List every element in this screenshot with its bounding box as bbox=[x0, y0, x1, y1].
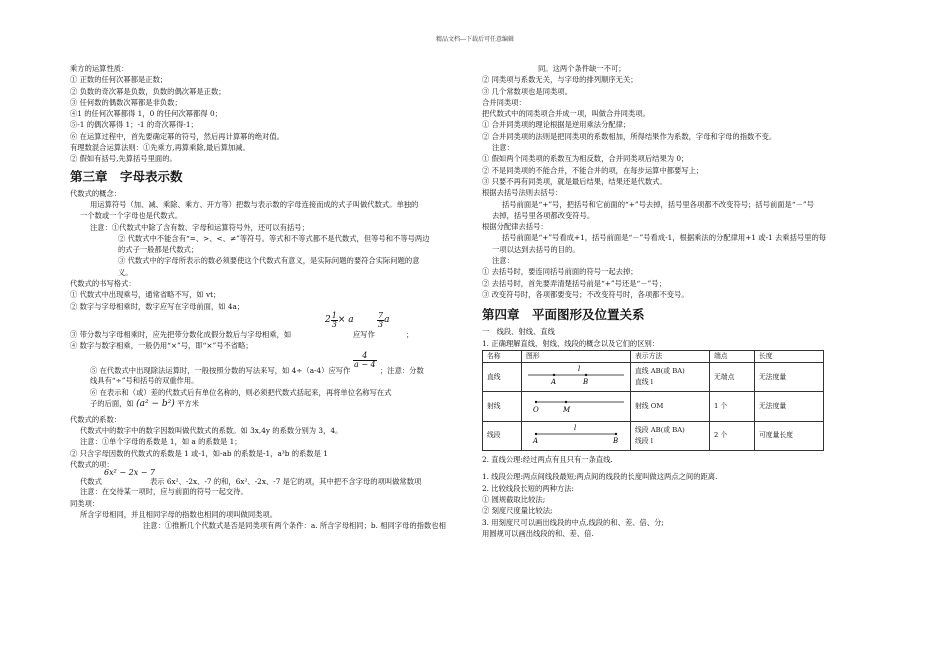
power-rule: ② 负数的奇次幂是负数，负数的偶次幂是正数； bbox=[70, 86, 226, 96]
chapter-4-heading: 第四章 平面图形及位置关系 bbox=[482, 307, 645, 323]
distributive-rule: 括号前面是“+”号看成+1，括号前面是“－”号看成-1，根据乘法的分配律用+1 或-1 去乘括号里的每 bbox=[502, 233, 827, 243]
term-title: 代数式的项： bbox=[70, 460, 114, 470]
mixed-number-example: 2 $\frac{1}{3}$ × a bbox=[325, 310, 354, 329]
row-method: 射线 OM bbox=[631, 392, 710, 421]
bracket-rule: 去掉，括号里各项都改变符号。 bbox=[492, 210, 595, 220]
writing-rule: ⑥ 在表示和（或）差的代数式后有单位名称的，则必须把代数式括起来，再将单位名称写在式 bbox=[90, 387, 392, 397]
merge-line: ② 合并同类项的法则是把同类项的系数相加，所得结果作为系数，字母和字母的指数不变。 bbox=[482, 131, 777, 141]
compass-note: 用圆规可以画出线段的和、差、倍. bbox=[482, 528, 594, 538]
table-row bbox=[483, 421, 824, 450]
writing-rule: ① 代数式中出现乘号，通常省略不写，如 vt； bbox=[70, 290, 221, 300]
distributive-title: 根据分配律去括号： bbox=[482, 222, 548, 232]
note-line: ① 假如两个同类项的系数互为相反数，合并同类项后结果为 0； bbox=[482, 154, 689, 164]
table-row bbox=[483, 392, 824, 421]
ray-diagram bbox=[526, 392, 626, 416]
point-label: B bbox=[613, 436, 619, 445]
writing-rule-mixed-number: 2 $\frac{1}{3}$ × a $\frac{7}{3}$ a ③ 带分数与字母相乘时，应先把带分数化成假分数后与字母相乘，如 应写作 ； bbox=[70, 310, 414, 339]
segment-figure bbox=[522, 421, 631, 450]
power-rule: ④1 的任何次幂都得 1，0 的任何次幂都得 0； bbox=[70, 109, 222, 119]
line-label: l bbox=[578, 365, 581, 374]
point-label: O bbox=[533, 406, 539, 415]
segment-label: l bbox=[574, 423, 577, 432]
ray-figure bbox=[522, 392, 631, 421]
page-header: 精品文档---下载后可任意编辑 bbox=[435, 36, 515, 43]
point-label: M bbox=[563, 406, 571, 415]
coefficient-title: 代数式的系数： bbox=[70, 414, 122, 424]
section-title: 一 线段、射线、直线 bbox=[482, 327, 555, 337]
coefficient-line: ② 只含字母因数的代数式的系数是 1 或-1，如-ab 的系数是-1，a³b 的系数是 1 bbox=[70, 448, 328, 458]
mixed-ops-rule: ② 假如有括号,先算括号里面的。 bbox=[70, 154, 177, 164]
row-length: 可度量长度 bbox=[755, 421, 824, 450]
table-header: 表示方法 bbox=[631, 350, 710, 362]
expr-note: 注意：①代数式中除了含有数、字母和运算符号外，还可以有括号； bbox=[90, 222, 309, 232]
row-name: 直线 bbox=[483, 363, 522, 392]
row-endpoints: 1 个 bbox=[710, 392, 755, 421]
writing-rule-division: $\frac{4}{a - 4}$ ⑤ 在代数式中出现除法运算时，一般按照分数的写法来写，如 4÷（a-4）应写作 ；注意：分数 bbox=[90, 351, 424, 376]
writing-rule: ④ 数字与数字相乘，一般仍用“×”号，即“×”号不省略； bbox=[70, 340, 253, 350]
row-method: 线段 AB(或 BA) 线段 l bbox=[631, 421, 710, 450]
point-label: A bbox=[533, 436, 539, 445]
like-terms-note-cont: 同。这两个条件缺一不可； bbox=[538, 64, 626, 73]
expr-note: ③ 代数式中的字母所表示的数必须要使这个代数式有意义，是实际问题的要符合实际问题的意 bbox=[118, 256, 420, 266]
unit-expression: (a² − b²) bbox=[136, 398, 175, 409]
power-rule: ⑥ 在运算过程中，首先要确定幂的符号，然后再计算幂的绝对值。 bbox=[70, 131, 284, 141]
term-line: 6x² − 2x − 7 代数式 表示 6x²、-2x、-7 的和，6x²、-2x、-7 是它的项，其中把不含字母的项叫做常数项 bbox=[80, 468, 422, 487]
right-column bbox=[482, 63, 887, 539]
note-line: ② 去括号时，首先要弄清楚括号前是“+”号还是“－”号； bbox=[482, 278, 666, 288]
table-header-row bbox=[483, 350, 824, 362]
expr-note: ② 代数式中不能含有“=、>、<、≠”等符号。等式和不等式都不是代数式，但等号和不等号两边 bbox=[118, 233, 430, 243]
row-length: 无法度量 bbox=[755, 392, 824, 421]
expr-note: 义。 bbox=[118, 267, 133, 277]
ruler-note: 3. 用刻度尺可以画出线段的中点,线段的和、差、倍、分; bbox=[482, 517, 664, 527]
table-header: 长度 bbox=[755, 350, 824, 362]
line-ray-segment-table bbox=[482, 350, 824, 451]
note-line: ① 去括号时，要连同括号前面的符号一起去掉； bbox=[482, 267, 638, 277]
division-fraction: $\frac{4}{a - 4}$ bbox=[354, 351, 376, 370]
power-rule: ① 正数的任何次幂都是正数； bbox=[70, 75, 168, 85]
chapter-3-heading: 第三章 字母表示数 bbox=[70, 168, 183, 184]
table-row bbox=[483, 363, 824, 392]
bracket-rule-title: 根据去括号法则去括号： bbox=[482, 188, 563, 198]
merge-line: 把代数式中的同类项合并成一项，叫做合并同类项。 bbox=[482, 109, 650, 119]
expr-note: 的式子一般都是代数式； bbox=[118, 245, 199, 255]
merge-title: 合并同类项： bbox=[482, 97, 526, 107]
table-header: 图形 bbox=[522, 350, 631, 362]
writing-rule: ② 数字与字母相乘时，数字应写在字母前面，如 4a； bbox=[70, 301, 245, 311]
expr-definition: 一个数或一个字母也是代数式。 bbox=[80, 211, 183, 221]
line-axiom: 2. 直线公理:经过两点有且只有一条直线. bbox=[482, 455, 613, 465]
row-name: 射线 bbox=[483, 392, 522, 421]
like-terms-note: ② 同类项与系数无关，与字母的排列顺序无关； bbox=[482, 75, 638, 85]
merge-line: ① 合并同类项的理论根据是逆用乘法分配律； bbox=[482, 120, 631, 130]
table-header: 端点 bbox=[710, 350, 755, 362]
compare-methods: 2. 比较线段长短的两种方法: bbox=[482, 483, 575, 493]
left-column bbox=[70, 63, 465, 532]
like-terms-note: ③ 几个常数项也是同类项。 bbox=[482, 86, 572, 96]
segment-diagram bbox=[526, 422, 626, 446]
compare-method: ② 刻度尺度量比较法; bbox=[482, 506, 553, 516]
bracket-rule: 括号前面是“+”号，把括号和它前面的“+”号去掉，括号里各项都不改变符号；括号前面是“－”号 bbox=[502, 199, 814, 209]
distributive-rule: 一项以达到去括号的目的。 bbox=[492, 244, 580, 254]
like-terms-def: 所含字母相同，并且相同字母的指数也相同的项叫做同类项。 bbox=[80, 509, 278, 519]
improper-fraction-example: $\frac{7}{3}$ a bbox=[378, 310, 390, 329]
row-endpoints: 无端点 bbox=[710, 363, 755, 392]
section-intro: 1. 正确理解直线、射线、线段的概念以及它们的区别： bbox=[482, 338, 660, 348]
point-label: B bbox=[583, 378, 589, 387]
note-line: ③ 改变符号时，各项都要变号；不改变符号时，各项都不变号。 bbox=[482, 289, 689, 299]
table-header: 名称 bbox=[483, 350, 522, 362]
row-method: 直线 AB(或 BA) 直线 l bbox=[631, 363, 710, 392]
note-line: ③ 只要不再有同类项，就是最后结果，结果还是代数式。 bbox=[482, 176, 667, 186]
expr-definition: 用运算符号（加、减、乘除、乘方、开方等）把数与表示数的字母连接而成的式子叫做代数式。单独的 bbox=[90, 199, 419, 209]
note-title: 注意： bbox=[492, 143, 514, 153]
power-rule: ⑤-1 的偶次幂得 1；-1 的奇次幂得-1； bbox=[70, 120, 198, 130]
row-length: 无法度量 bbox=[755, 363, 824, 392]
expr-concept-title: 代数式的概念： bbox=[70, 188, 122, 198]
mixed-ops-rule: 有理数混合运算法则：①先乘方,再算乘除,最后算加减。 bbox=[70, 143, 250, 153]
line-figure bbox=[522, 363, 631, 392]
compare-method: ① 圆规截取比较法; bbox=[482, 494, 546, 504]
power-rule: ③ 任何数的偶数次幂都是非负数； bbox=[70, 97, 182, 107]
power-rules-title: 乘方的运算性质： bbox=[70, 64, 129, 73]
like-terms-note: 注意：①推断几个代数式是否是同类项有两个条件：a. 所含字母相同；b. 相同字母的指数也相 bbox=[143, 521, 446, 531]
point-label: A bbox=[551, 378, 557, 387]
note-title: 注意： bbox=[492, 256, 514, 266]
writing-rule: 线具有“÷”号和括号的双重作用。 bbox=[90, 376, 199, 386]
writing-format-title: 代数式的书写格式： bbox=[70, 279, 136, 289]
like-terms-title: 同类项： bbox=[70, 498, 100, 508]
term-expression: 6x² − 2x − 7 bbox=[104, 468, 156, 478]
coefficient-line: 代数式中的数字中的数字因数叫做代数式的系数。如 3x,4y 的系数分别为 3，4。 bbox=[80, 426, 343, 436]
term-note: 注意：在交待某一项时，应与前面的符号一起交待。 bbox=[80, 487, 248, 497]
writing-rule-units: 子的后面，如 (a² − b²) 平方米 bbox=[90, 398, 199, 409]
segment-axiom: 1. 线段公理:两点间线段最短;两点间的线段的长度叫做这两点之间的距离. bbox=[482, 472, 718, 482]
note-line: ② 不是同类项的不能合并，不能合并的项，在每步运算中都要写上； bbox=[482, 165, 704, 175]
row-name: 线段 bbox=[483, 421, 522, 450]
coefficient-line: 注意：①单个字母的系数是 1，如 a 的系数是 1； bbox=[80, 437, 242, 447]
line-diagram bbox=[526, 363, 626, 387]
row-endpoints: 2 个 bbox=[710, 421, 755, 450]
